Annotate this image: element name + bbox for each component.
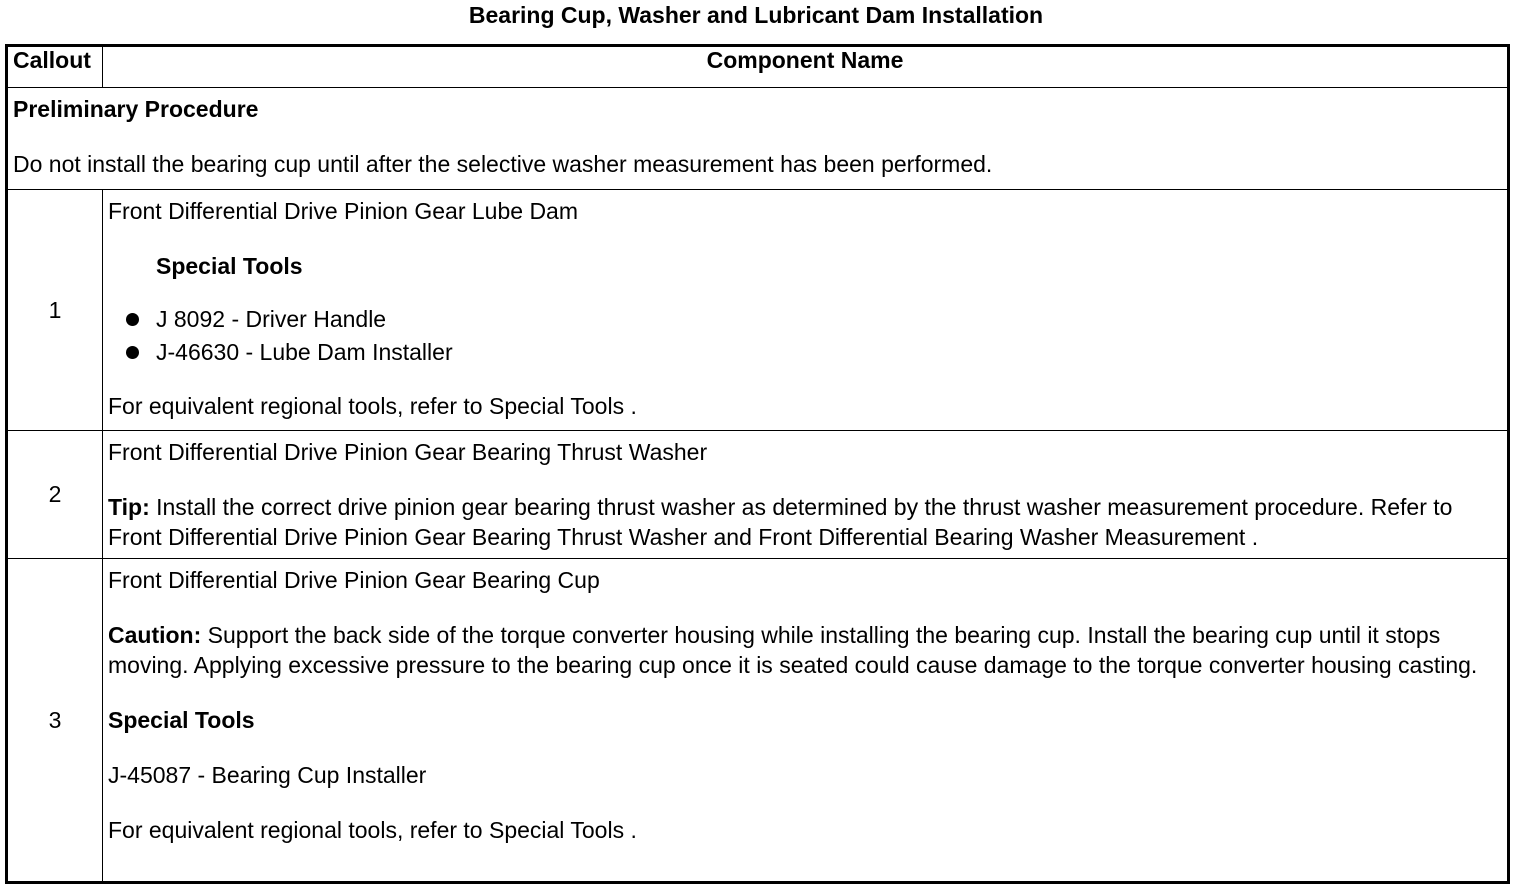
tool-item-text: J-45087 - Bearing Cup Installer [108,762,427,788]
component-cell [103,190,1509,431]
caution-label: Caution: [108,622,202,648]
callout-number: 3 [7,559,103,883]
tip-text: Install the correct drive pinion gear bearing thrust washer as determined by the thrust washer measurement procedure. Refer to Front Differential Drive Pinion Gear Bearing Thrust Washer and Front Differential Bearing Washer Measurement . [108,494,1453,550]
special-tools-heading: Special Tools [156,253,303,279]
preliminary-text: Do not install the bearing cup until after the selective washer measurement has been performed. [13,151,993,177]
caution-note [108,620,1502,680]
list-item [126,303,1502,336]
callout-column-header: Callout [7,46,103,88]
list-item [126,336,1502,369]
special-tools-list [108,303,1502,369]
table-header-row [7,46,1509,88]
caution-text: Support the back side of the torque converter housing while installing the bearing cup. Install the bearing cup until it stops moving. Applying excessive pressure to the bearing cup once it is seated could cause damage to the torque converter housing casting. [108,622,1478,678]
tool-item-text: J-46630 - Lube Dam Installer [156,339,453,365]
preliminary-row [7,88,1509,190]
preliminary-heading: Preliminary Procedure [13,96,259,122]
preliminary-cell [7,88,1509,190]
special-tools-heading: Special Tools [108,707,255,733]
tool-item-text: J 8092 - Driver Handle [156,306,387,332]
component-table [5,44,1510,884]
component-cell [103,559,1509,883]
component-cell [103,431,1509,559]
table-row [7,190,1509,431]
tip-label: Tip: [108,494,150,520]
page-title: Bearing Cup, Washer and Lubricant Dam Installation [468,2,1044,28]
component-column-header: Component Name [103,46,1509,88]
component-name: Front Differential Drive Pinion Gear Bearing Thrust Washer [108,439,708,465]
component-name: Front Differential Drive Pinion Gear Lube Dam [108,198,579,224]
callout-number: 2 [7,431,103,559]
regional-tools-note: For equivalent regional tools, refer to Special Tools . [108,393,637,419]
tip-note [108,492,1502,552]
callout-number: 1 [7,190,103,431]
table-row [7,559,1509,883]
bullet-icon [126,313,139,326]
regional-tools-note: For equivalent regional tools, refer to Special Tools . [108,817,637,843]
bullet-icon [126,346,139,359]
table-row [7,431,1509,559]
component-name: Front Differential Drive Pinion Gear Bearing Cup [108,567,600,593]
